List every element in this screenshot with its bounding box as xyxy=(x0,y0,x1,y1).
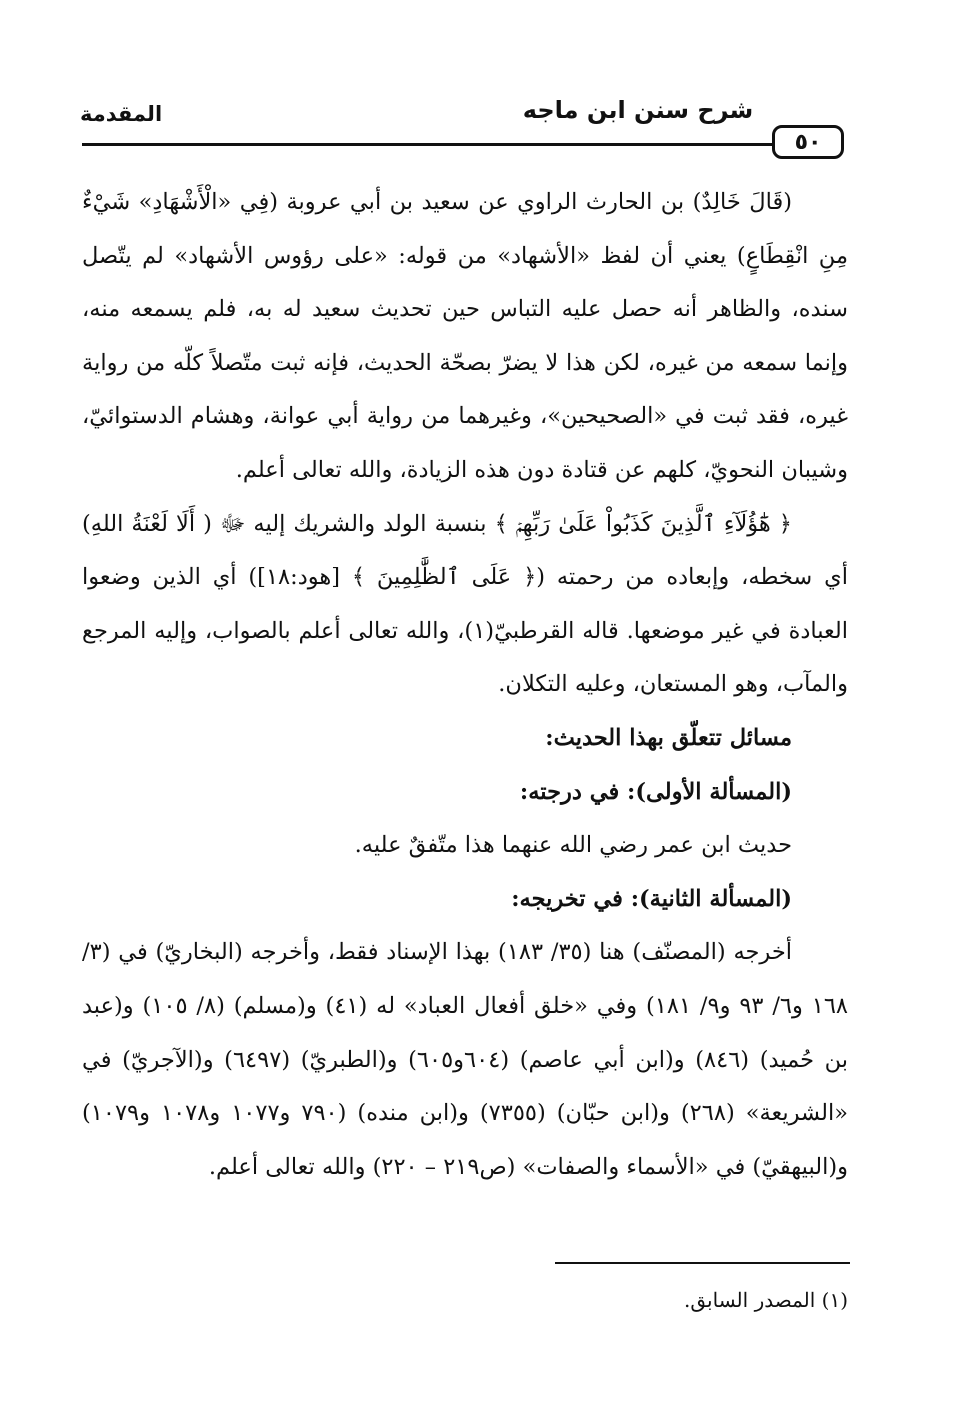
footnote-rule xyxy=(555,1262,850,1264)
page-body xyxy=(82,176,848,1194)
paragraph-commentary: (قَالَ خَالِدٌ) بن الحارث الراوي عن سعيد بن أبي عروبة (فِي «الْأَشْهَادِ» شَيْءٌ مِنِ انْقِطَاعٍ) يعني أن لفظ «الأشهاد» من قوله: «على رؤوس الأشهاد» لم يتّصل سنده، والظاهر أنه حصل عليه التباس حين تحديث سعيد له به، فلم يسمعه منه، وإنما سمعه من غيره، لكن هذا لا يضرّ بصحّة الحديث، فإنه ثبت متّصلاً كلّه من رواية غيره، فقد ثبت في «الصحيحين»، وغيرهما من رواية أبي عوانة، وهشام الدستوائيّ، وشيبان النحويّ، كلهم عن قتادة دون هذه الزيادة، والله تعالى أعلم. xyxy=(82,189,848,483)
issue-2-text: أخرجه (المصنّف) هنا (٣٥/ ١٨٣) بهذا الإسناد فقط، وأخرجه (البخاريّ) في (٣/ ١٦٨ و٦/ ٩٣ و٩/ ١٨١) وفي «خلق أفعال العباد» له (٤١) و(مسلم) (٨/ ١٠٥) و(عبد بن حُميد) (٨٤٦) و(ابن أبي عاصم) (٦٠٤و٦٠٥) و(الطبريّ) (٦٤٩٧) و(الآجريّ) في «الشريعة» (٢٦٨) و(ابن حبّان) (٧٣٥٥) و(ابن منده) (٧٩٠ و١٠٧٧ و١٠٧٨ و١٠٧٩) و(البيهقيّ) في «الأسماء والصفات» (ص٢١٩ – ٢٢٠) والله تعالى أعلم. xyxy=(82,939,849,1180)
issue-1-title: (المسألة الأولى): في درجته: xyxy=(519,778,792,805)
page-number: ٥٠ xyxy=(772,125,844,159)
paragraph-quran-explanation: ﴿ هَٰٓؤُلَآءِ ٱلَّذِينَ كَذَبُواْ عَلَىٰ رَبِّهِمۡ ﴾ بنسبة الولد والشريك إليه ﷻ ( أَلَا لَعْنَةُ اللهِ) أي سخطه، وإبعاده من رحمته (﴿ عَلَى ٱلظَّٰلِمِينَ ﴾ [هود:١٨]) أي الذين وضعوا العبادة في غير موضعها. قاله القرطبيّ(١)، والله تعالى أعلم بالصواب، وإليه المرجع والمآب، وهو المستعان، وعليه التكلان. xyxy=(82,510,848,698)
footnote: (١) المصدر السابق. xyxy=(684,1288,848,1312)
issue-2-title: (المسألة الثانية): في تخريجه: xyxy=(511,885,792,912)
header-rule xyxy=(82,143,772,146)
page-header xyxy=(0,0,953,160)
section-title: المقدمة xyxy=(80,102,163,126)
issues-heading: مسائل تتعلّق بهذا الحديث: xyxy=(545,724,792,751)
issue-1-text: حديث ابن عمر رضي الله عنهما هذا متّفقٌ عليه. xyxy=(354,832,792,859)
book-title: شرح سنن ابن ماجه xyxy=(522,96,754,124)
